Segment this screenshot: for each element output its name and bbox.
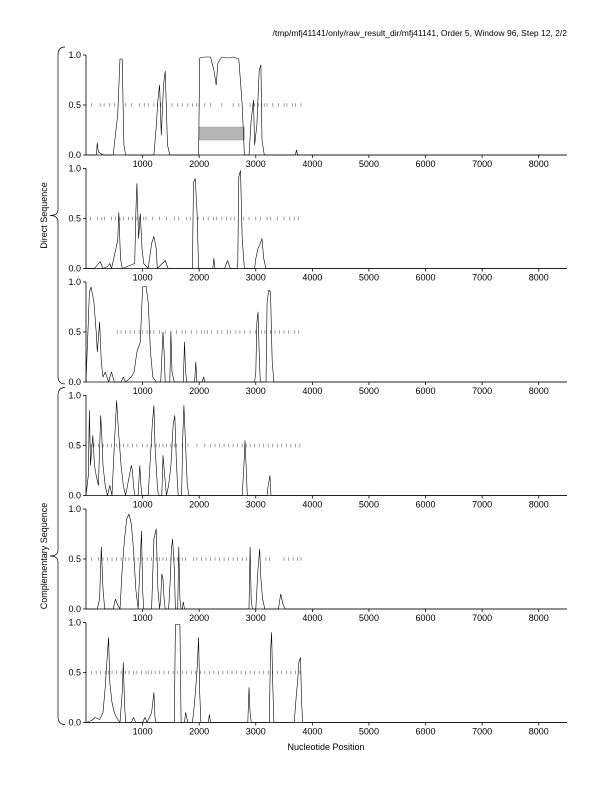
x-tick-label: 2000 (189, 499, 210, 510)
x-tick-label: 6000 (415, 726, 436, 737)
y-tick-label: 0.5 (68, 667, 81, 678)
panels (68, 50, 567, 737)
panel-frame-4 (68, 391, 567, 510)
y-tick-label: 0.0 (68, 604, 81, 614)
x-tick-label: 3000 (245, 159, 266, 169)
x-tick-label: 2000 (189, 613, 210, 623)
x-tick-label: 8000 (528, 613, 549, 623)
panel-frame-3 (68, 277, 567, 396)
panel-frame-5 (68, 504, 567, 623)
x-axis-label: Nucleotide Position (287, 742, 365, 752)
x-tick-label: 5000 (358, 272, 379, 283)
y-tick-label: 0.0 (68, 150, 81, 160)
panel-frame-6 (68, 618, 567, 737)
y-tick-label: 0.5 (68, 213, 81, 224)
x-tick-label: 7000 (472, 726, 493, 737)
x-tick-label: 1000 (132, 499, 153, 510)
y-tick-label: 0.0 (68, 717, 81, 728)
x-tick-label: 1000 (132, 272, 153, 283)
x-tick-label: 2000 (189, 386, 210, 396)
x-tick-label: 4000 (302, 613, 323, 623)
x-tick-label: 3000 (245, 272, 266, 283)
x-tick-label: 5000 (358, 386, 379, 396)
x-tick-label: 8000 (528, 499, 549, 510)
y-tick-label: 1.0 (68, 390, 81, 401)
group-brackets (39, 47, 65, 725)
y-tick-label: 0.0 (68, 263, 81, 274)
x-tick-label: 3000 (245, 613, 266, 623)
y-tick-label: 0.5 (68, 554, 81, 564)
x-tick-label: 4000 (302, 499, 323, 510)
x-tick-label: 7000 (472, 272, 493, 283)
y-tick-label: 0.0 (68, 490, 81, 501)
x-tick-label: 8000 (528, 272, 549, 283)
y-tick-label: 0.5 (68, 327, 81, 337)
x-tick-label: 2000 (189, 726, 210, 737)
x-tick-label: 6000 (415, 272, 436, 283)
series-line (86, 625, 567, 723)
x-tick-label: 7000 (472, 613, 493, 623)
series-line (86, 171, 567, 269)
x-tick-label: 8000 (528, 726, 549, 737)
series-line (86, 286, 567, 382)
chart-title: /tmp/mfj41141/only/raw_result_dir/mfj41141, Order 5, Window 96, Step 12, 2/2 (272, 28, 567, 38)
y-tick-label: 1.0 (68, 163, 81, 174)
x-tick-label: 6000 (415, 613, 436, 623)
series-line (86, 401, 567, 496)
x-tick-label: 5000 (358, 499, 379, 510)
x-tick-label: 3000 (245, 726, 266, 737)
x-tick-label: 6000 (415, 159, 436, 169)
x-tick-label: 2000 (189, 272, 210, 283)
x-tick-label: 6000 (415, 499, 436, 510)
x-tick-label: 7000 (472, 159, 493, 169)
x-tick-label: 1000 (132, 726, 153, 737)
x-tick-label: 2000 (189, 159, 210, 169)
x-tick-label: 8000 (528, 159, 549, 169)
y-tick-label: 1.0 (68, 50, 81, 60)
group-bracket (50, 388, 65, 725)
x-tick-label: 1000 (132, 386, 153, 396)
x-tick-label: 4000 (302, 386, 323, 396)
y-tick-label: 1.0 (68, 617, 81, 628)
x-tick-label: 6000 (415, 386, 436, 396)
x-tick-label: 4000 (302, 159, 323, 169)
x-tick-label: 1000 (132, 159, 153, 169)
panel-frame-2 (68, 164, 567, 283)
x-tick-label: 5000 (358, 613, 379, 623)
x-tick-label: 8000 (528, 386, 549, 396)
x-tick-label: 4000 (302, 726, 323, 737)
highlight-region (199, 127, 244, 140)
group-bracket (50, 47, 65, 384)
x-tick-label: 3000 (245, 499, 266, 510)
x-tick-label: 7000 (472, 499, 493, 510)
y-tick-label: 1.0 (68, 504, 81, 514)
x-tick-label: 3000 (245, 386, 266, 396)
group-label: Complementary Sequence (39, 502, 49, 610)
x-tick-label: 7000 (472, 386, 493, 396)
panel-frame-1 (68, 50, 567, 169)
series-line (86, 514, 567, 609)
y-tick-label: 0.5 (68, 100, 81, 110)
y-tick-label: 1.0 (68, 277, 81, 287)
y-tick-label: 0.0 (68, 377, 81, 387)
x-tick-label: 5000 (358, 726, 379, 737)
y-tick-label: 0.5 (68, 440, 81, 451)
group-label: Direct Sequence (39, 182, 49, 249)
x-tick-label: 5000 (358, 159, 379, 169)
series-line (86, 57, 567, 155)
x-tick-label: 4000 (302, 272, 323, 283)
x-tick-label: 1000 (132, 613, 153, 623)
